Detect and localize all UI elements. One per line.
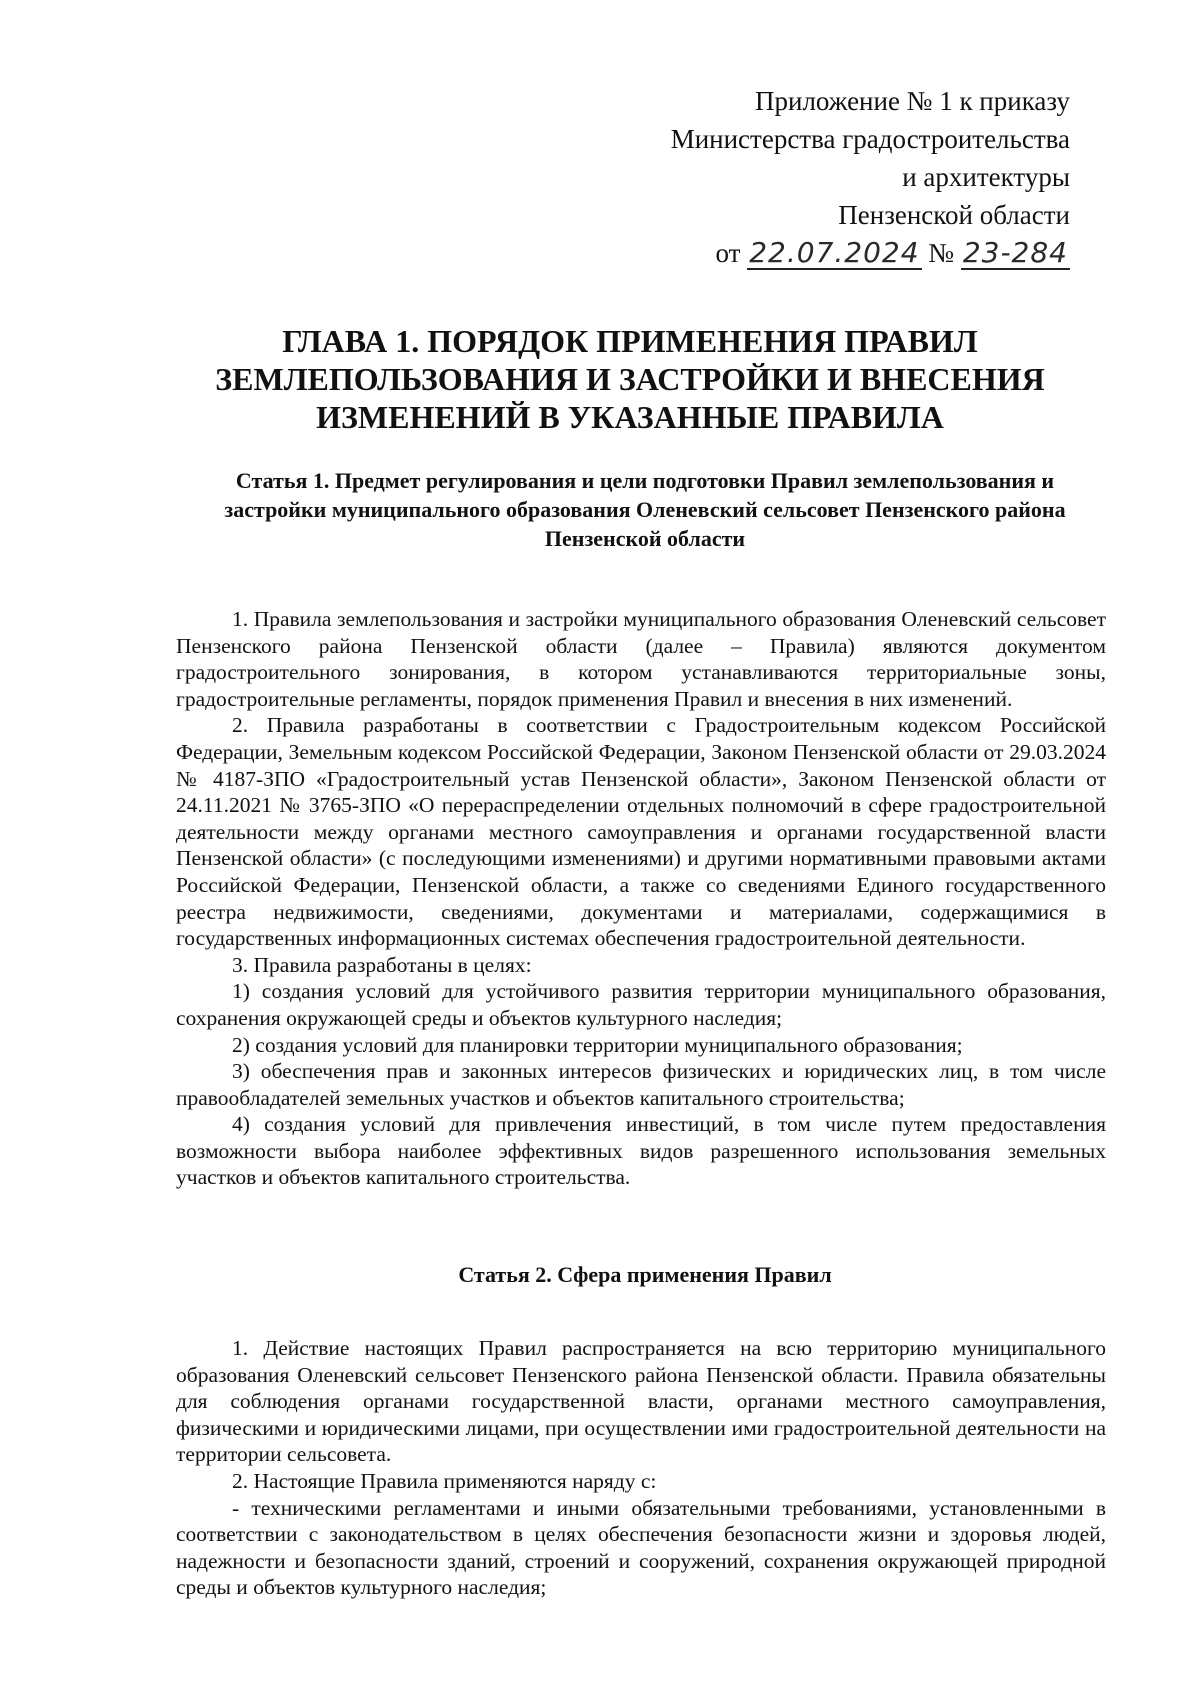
article-1-paragraph-3: 3. Правила разработаны в целях: — [232, 952, 532, 977]
chapter-title-line-1: ГЛАВА 1. ПОРЯДОК ПРИМЕНЕНИЯ ПРАВИЛ — [282, 323, 978, 359]
article-2-item-1: - техническими регламентами и иными обязательными требованиями, установленными в соответствии с законодательством в целях обеспечения безопасности жизни и здоровья людей, надежности и безопасности зданий, строений и сооружений, сохранения окружающей природной среды и объектов культурного наследия; — [176, 1495, 1106, 1600]
article-1-item-3: 3) обеспечения прав и законных интересов физических и юридических лиц, в том числе правообладателей земельных участков и объектов капитального строительства; — [176, 1059, 1106, 1110]
article-1-item-1: 1) создания условий для устойчивого развития территории муниципального образования, сохранения окружающей среды и объектов культурного наследия; — [176, 979, 1106, 1030]
chapter-title-line-3: ИЗМЕНЕНИЙ В УКАЗАННЫЕ ПРАВИЛА — [316, 399, 944, 435]
article-1-title-line-2: застройки муниципального образования Оленевский сельсовет Пензенского района — [224, 497, 1066, 522]
appendix-line-2: Министерства градостроительства — [670, 124, 1070, 154]
article-1-item-4: 4) создания условий для привлечения инвестиций, в том числе путем предоставления возможности выбора наиболее эффективных видов разрешенного использования земельных участков и объектов капитального строительства. — [176, 1112, 1106, 1190]
handwritten-number: 23-284 — [962, 236, 1068, 269]
article-2-body — [176, 1335, 1106, 1601]
date-prefix: от — [715, 238, 741, 268]
article-1-body — [176, 606, 1106, 1191]
appendix-header — [671, 82, 1070, 272]
article-1-title-line-1: Статья 1. Предмет регулирования и цели подготовки Правил землепользования и — [235, 468, 1055, 493]
chapter-title-line-2: ЗЕМЛЕПОЛЬЗОВАНИЯ И ЗАСТРОЙКИ И ВНЕСЕНИЯ — [215, 361, 1045, 397]
article-1-paragraph-2: 2. Правила разработаны в соответствии с Градостроительным кодексом Российской Федерации, Земельным кодексом Российской Федерации, Законом Пензенской области от 29.03.2024 № 4187-ЗПО «Градостроительный устав Пензенской области», Законом Пензенской области от 24.11.2021 № 3765-ЗПО «О перераспределении отдельных полномочий в сфере градостроительной деятельности между органами местного самоуправления и органами государственной власти Пензенской области» (с последующими изменениями) и другими нормативными правовыми актами Российской Федерации, Пензенской области, а также со сведениями Единого государственного реестра недвижимости, сведениями, документами и материалами, содержащимися в государственных информационных системах обеспечения градостроительной деятельности. — [176, 713, 1106, 951]
appendix-date-line — [671, 234, 1070, 272]
number-prefix: № — [928, 238, 955, 268]
article-1-title-line-3: Пензенской области — [544, 526, 746, 551]
article-1-title — [175, 466, 1115, 553]
article-1-item-2: 2) создания условий для планировки территории муниципального образования; — [232, 1032, 963, 1057]
article-2-title — [175, 1260, 1115, 1289]
article-2-title-line: Статья 2. Сфера применения Правил — [458, 1262, 832, 1287]
article-2-paragraph-1: 1. Действие настоящих Правил распространяется на всю территорию муниципального образования Оленевский сельсовет Пензенского района Пензенской области. Правила обязательны для соблюдения органами государственной власти, органами местного самоуправления, физическими и юридическими лицами, при осуществлении ими градостроительной деятельности на территории сельсовета. — [176, 1336, 1106, 1467]
article-1-paragraph-1: 1. Правила землепользования и застройки муниципального образования Оленевский сельсовет Пензенского района Пензенской области (далее – Правила) являются документом градостроительного зонирования, в котором устанавливаются территориальные зоны, градостроительные регламенты, порядок применения Правил и внесения в них изменений. — [176, 607, 1106, 711]
handwritten-date: 22.07.2024 — [749, 236, 920, 269]
appendix-line-4: Пензенской области — [838, 200, 1070, 230]
appendix-line-1: Приложение № 1 к приказу — [755, 86, 1070, 116]
chapter-title — [180, 322, 1080, 436]
appendix-line-3: и архитектуры — [902, 162, 1070, 192]
article-2-paragraph-2: 2. Настоящие Правила применяются наряду с: — [232, 1468, 657, 1493]
